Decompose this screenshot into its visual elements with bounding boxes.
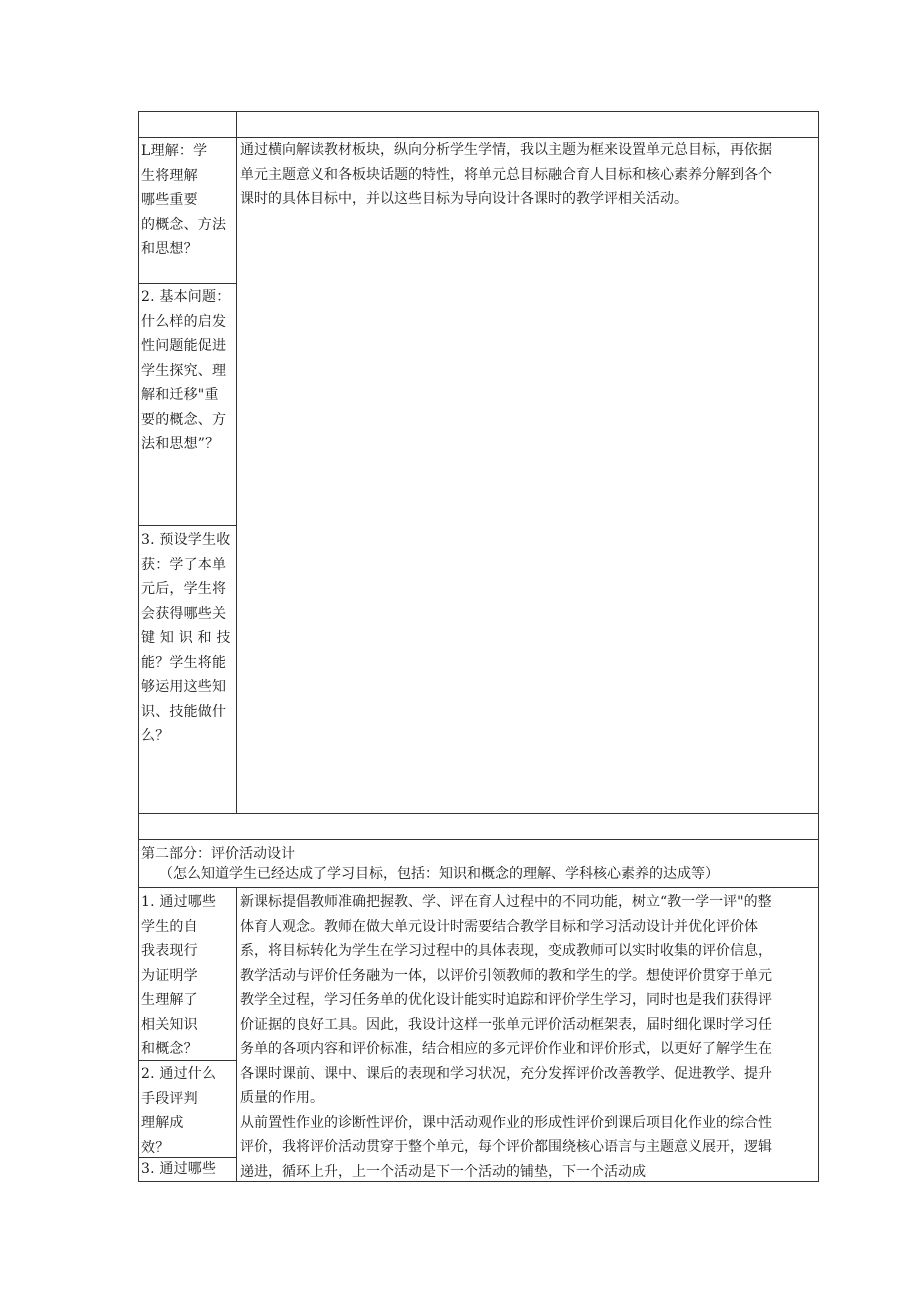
assessment-answer-cell: [237, 888, 818, 1181]
blank-header-row: [139, 112, 818, 138]
question-means: 2. 通过什么 手段评判 理解成 效？: [141, 1066, 217, 1156]
assessment-paragraph-2: 从前置性作业的诊断性评价，课中活动观作业的形成性评价到课后项目化作业的综合性评价，我将评价活动贯穿于整个单元，每个评价都围绕核心语言与主题意义展开，逻辑递进，循环上升，上一个活动是下一个活动的铺垫，下一个活动成: [240, 1114, 772, 1180]
question-understanding: L理解：学 生将理解 哪些重要 的概念、方法 和思想？: [141, 143, 227, 257]
question-cell-behaviors: [139, 888, 236, 1061]
blank-right-cell: [237, 112, 818, 137]
part2-heading-cell: [139, 840, 818, 887]
question-cell-expected-gains: [139, 525, 236, 813]
goals-answer-cell: [237, 138, 818, 813]
blank-separator-row: [139, 814, 818, 840]
assessment-paragraph-1: 新课标提倡教师准确把握教、学、评在育人过程中的不同功能，树立“教一学一评"的整体育人观念。教师在做大单元设计时需要结合教学目标和学习活动设计并优化评价体系，将目标转化为学生在学习过程中的具体表现，变成教师可以实时收集的评价信息，教学活动与评价任务融为一体，以评价引领教师的教和学生的学。想使评价贯穿于单元教学全过程，学习任务单的优化设计能实时追踪和评价学生学习，同时也是我们获得评价证据的良好工具。因此，我设计这样一张单元评价活动框架表，届时细化课时学习任务单的各项内容和评价标准，结合相应的多元评价作业和评价形式，以更好了解学生在各课时课前、课中、课后的表现和学习状况，充分发挥评价改善教学、促进教学、提升质量的作用。: [240, 894, 772, 1106]
blank-separator-cell: [139, 814, 818, 839]
question-essential: 2. 基本问题： 什么样的启发 性问题能促进 学生探究、理 解和迁移"重 要的概念、方 法和思想”？: [141, 289, 231, 452]
question-cell-means: [139, 1060, 236, 1158]
goals-question-column: [139, 138, 237, 813]
goals-answer-text: 通过横向解读教材板块，纵向分析学生学情，我以主题为框来设置单元总目标，再依据单元主题意义和各板块话题的特性，将单元总目标融合育人目标和核心素养分解到各个课时的具体目标中，并以这些目标为导向设计各课时的教学评相关活动。: [240, 142, 772, 207]
question-cell-essential: [139, 283, 236, 526]
goals-section-row: [139, 138, 818, 814]
question-behaviors: 1. 通过哪些 学生的自 我表现行 为证明学 生理解了 相关知识 和概念？: [141, 894, 217, 1057]
question-cell-understanding: [139, 138, 236, 284]
assessment-section-row: [139, 888, 818, 1181]
document-table: [138, 111, 819, 1182]
part2-subtitle: （怎么知道学生已经达成了学习目标，包括：知识和概念的理解、学科核心素养的达成等）: [159, 866, 719, 882]
part2-heading-row: [139, 840, 818, 888]
assessment-answer-text: [240, 890, 785, 1184]
blank-left-cell: [139, 112, 237, 137]
question-expected-gains: 3. 预设学生收 获：学了本单 元后，学生将 会获得哪些关 键 知 识 和 技 能？学生将能 够运用这些知 识、技能做什 么？: [141, 532, 231, 744]
part2-title: 第二部分：评价活动设计: [141, 846, 295, 862]
assessment-question-column: [139, 888, 237, 1181]
question-cell-third: [139, 1157, 236, 1181]
question-third: 3. 通过哪些: [141, 1161, 217, 1177]
